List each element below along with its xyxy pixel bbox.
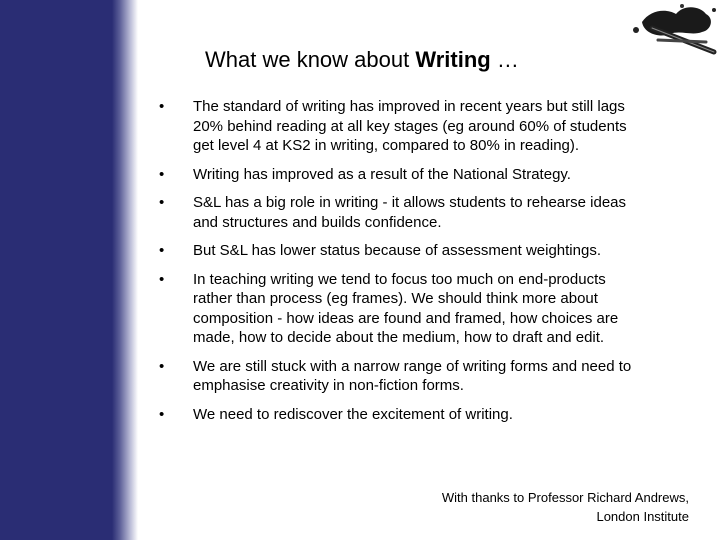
list-item [150, 241, 640, 261]
bullet-list [150, 97, 640, 433]
bullet-icon: • [159, 270, 165, 288]
bullet-icon: • [159, 357, 165, 375]
credit-line-2: London Institute [596, 509, 689, 524]
list-item [150, 165, 640, 185]
list-item [150, 405, 640, 425]
title-prefix: What we know about [205, 47, 416, 72]
bullet-icon: • [159, 405, 165, 423]
fountain-pen-ink-icon [622, 0, 720, 58]
bullet-text: Writing has improved as a result of the National Strategy. [193, 165, 571, 183]
page-title [205, 47, 519, 73]
list-item [150, 357, 640, 396]
bullet-text: We are still stuck with a narrow range of writing forms and need to emphasise creativity in non-fiction forms. [193, 357, 632, 394]
bullet-text: In teaching writing we tend to focus too much on end-products rather than process (eg frames). We should think more about composition - how ideas are found and framed, how choices are made, how to decide about the medium, how to draft and edit. [193, 270, 619, 346]
list-item [150, 270, 640, 348]
credit-line-1: With thanks to Professor Richard Andrews, [441, 490, 689, 505]
bullet-text: The standard of writing has improved in recent years but still lags 20% behind reading at all key stages (eg around 60% of students get level 4 at KS2 in writing, compared to 80% in reading). [193, 98, 627, 154]
left-sidebar-band [0, 0, 112, 540]
bullet-text: But S&L has lower status because of assessment weightings. [193, 242, 601, 259]
bullet-icon: • [159, 242, 165, 259]
credit-note [442, 488, 689, 526]
list-item [150, 97, 640, 156]
title-emphasis: Writing [415, 47, 491, 72]
bullet-icon: • [159, 194, 165, 211]
title-suffix: … [490, 47, 519, 72]
sidebar-gradient-edge [112, 0, 138, 540]
list-item [150, 193, 640, 232]
bullet-text: We need to rediscover the excitement of writing. [193, 405, 513, 423]
bullet-text: S&L has a big role in writing - it allows students to rehearse ideas and structures and builds confidence. [193, 194, 627, 231]
bullet-icon: • [159, 165, 165, 183]
bullet-icon: • [159, 98, 165, 115]
